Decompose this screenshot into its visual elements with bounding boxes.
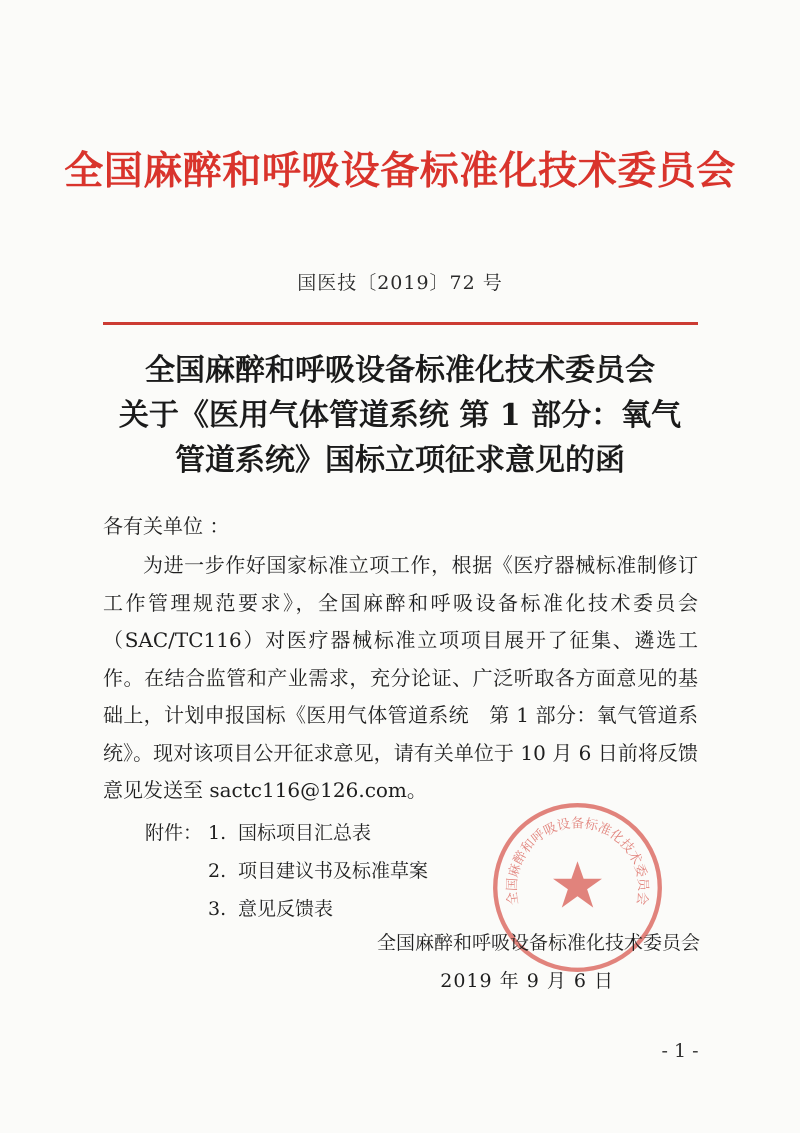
salutation: 各有关单位 ： <box>103 514 230 538</box>
signature-date: 2019 年 9 月 6 日 <box>440 970 614 992</box>
title-line-1: 全国麻醉和呼吸设备标准化技术委员会 <box>145 353 655 388</box>
attachment-number: 3. <box>208 898 227 920</box>
seal-text: 全国麻醉和呼吸设备标准化技术委员会 <box>504 816 651 906</box>
attachment-number: 2. <box>208 860 227 882</box>
attachment-item <box>145 814 428 852</box>
attachment-item <box>145 890 428 928</box>
org-header-title: 全国麻醉和呼吸设备标准化技术委员会 <box>64 148 736 194</box>
red-divider-line <box>103 322 698 325</box>
body-paragraph: 为进一步作好国家标准立项工作，根据《医疗器械标准制修订工作管理规范要求》，全国麻醉和呼吸设备标准化技术委员会（SAC/TC116）对医疗器械标准立项项目展开了征集、遴选工作。在结合监管和产业需求，充分论证、广泛听取各方面意见的基础上，计划申报国标《医用气体管道系统 第 1 部分：氧气管道系统》。现对该项目公开征求意见，请有关单位于 10 月 6 日前将反馈意见发送至 sactc116@126.com。 <box>103 553 698 802</box>
attachment-list <box>145 814 428 928</box>
letter-title <box>0 348 800 483</box>
signature-organization: 全国麻醉和呼吸设备标准化技术委员会 <box>376 932 700 954</box>
attachment-text: 国标项目汇总表 <box>238 822 372 844</box>
title-line-3: 管道系统》国标立项征求意见的函 <box>175 443 625 478</box>
page-number: - 1 - <box>661 1040 699 1062</box>
title-line-2: 关于《医用气体管道系统 第 1 部分：氧气 <box>118 398 682 433</box>
attachment-text: 项目建议书及标准草案 <box>238 860 429 882</box>
attachment-text: 意见反馈表 <box>238 898 334 920</box>
document-number: 国医技〔2019〕72 号 <box>297 272 503 294</box>
attachment-item <box>145 852 428 890</box>
attachment-label: 附件： <box>145 822 203 844</box>
seal-star-icon <box>553 861 602 907</box>
attachment-number: 1. <box>208 822 227 844</box>
